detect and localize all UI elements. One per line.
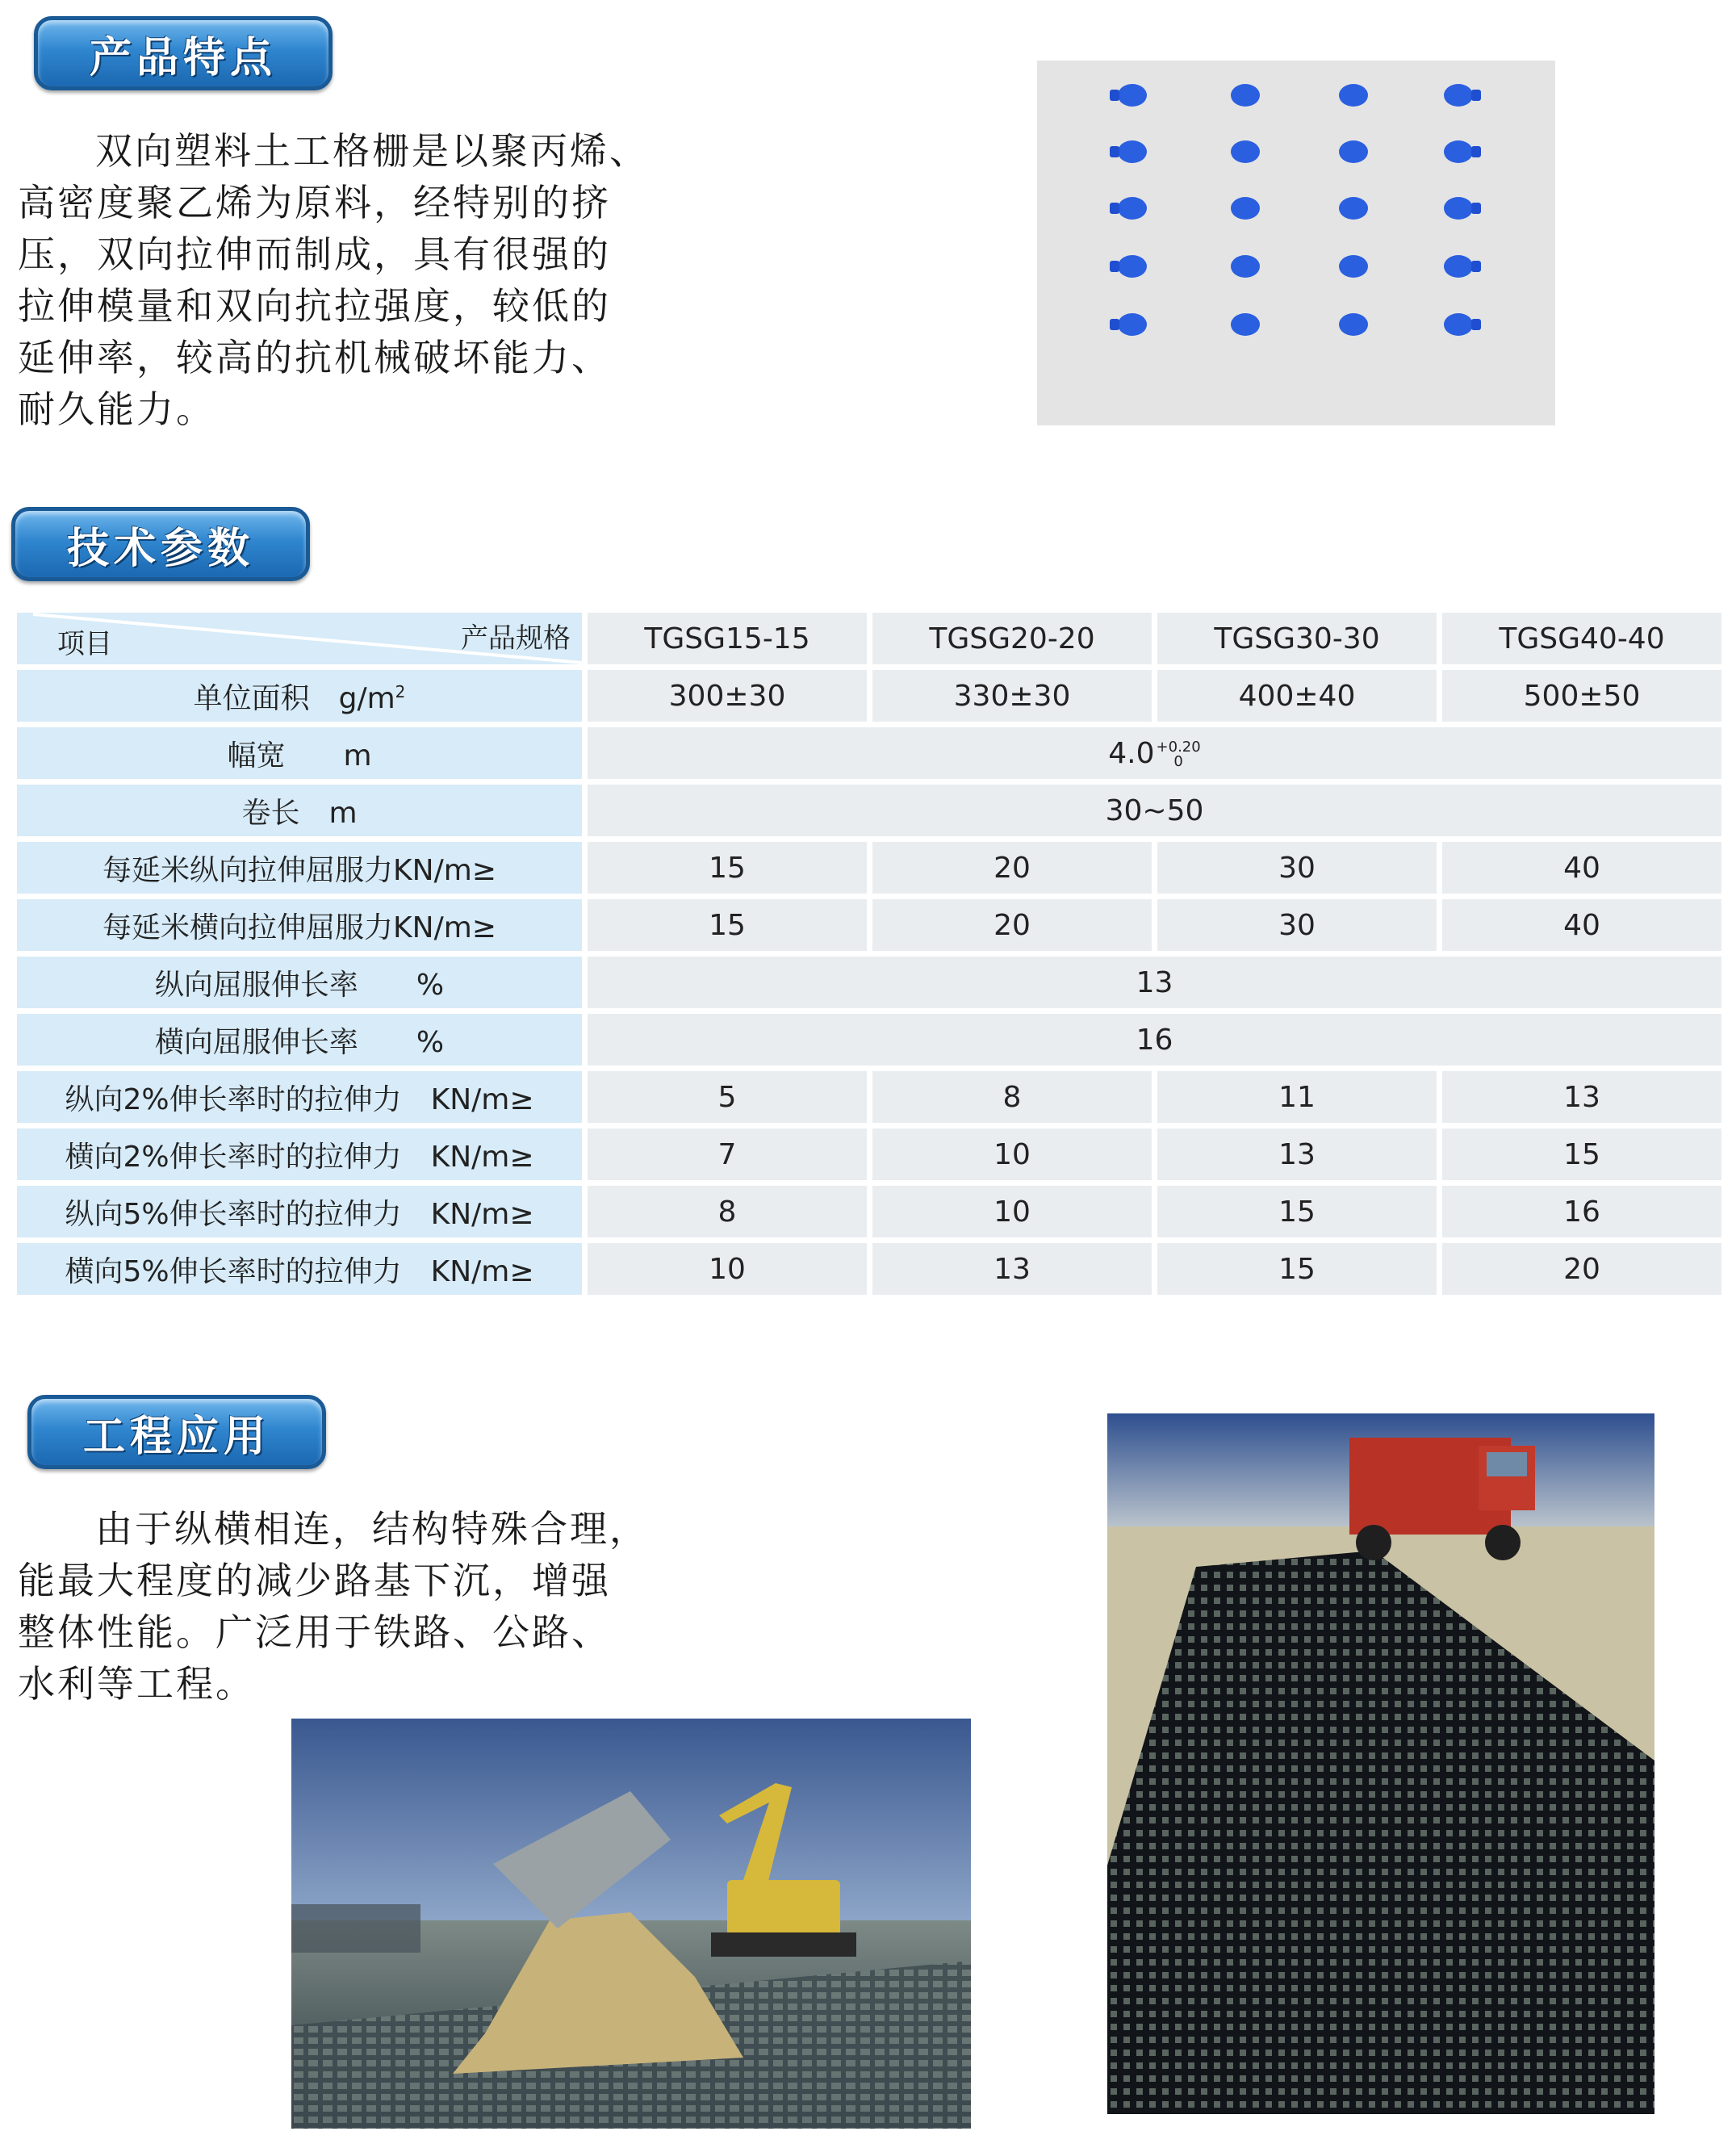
table-cell: 40 <box>1442 842 1721 894</box>
row-label: 每延米横向拉伸屈服力KN/m≥ <box>17 899 582 951</box>
table-cell: 330±30 <box>872 670 1152 722</box>
table-cell: 40 <box>1442 899 1721 951</box>
features-line: 高密度聚乙烯为原料，经特别的挤 <box>18 181 611 224</box>
table-cell: 13 <box>1442 1071 1721 1123</box>
table-cell: 13 <box>1157 1128 1437 1180</box>
specs-title: 技术参数 <box>66 524 254 573</box>
row-label: 幅宽 m <box>17 727 582 779</box>
row-label: 纵向2%伸长率时的拉伸力 KN/m≥ <box>17 1071 582 1123</box>
row-label: 纵向屈服伸长率 % <box>17 957 582 1008</box>
table-cell: 8 <box>872 1071 1152 1123</box>
table-cell: 20 <box>872 842 1152 894</box>
dump-truck-road-photo <box>1107 1413 1654 2114</box>
features-title: 产品特点 <box>89 33 277 82</box>
table-cell-merged: 4.0 +0.20 0 <box>588 727 1721 779</box>
table-cell: 15 <box>1157 1243 1437 1295</box>
table-row <box>17 785 1721 836</box>
table-row <box>17 670 1721 722</box>
table-cell: 15 <box>1442 1128 1721 1180</box>
section-title-application <box>27 1395 326 1469</box>
column-header: TGSG30-30 <box>1157 613 1437 664</box>
table-row <box>17 1186 1721 1237</box>
table-row <box>17 842 1721 894</box>
table-cell: 300±30 <box>588 670 867 722</box>
table-header-row <box>17 613 1721 664</box>
table-cell: 30 <box>1157 842 1437 894</box>
application-line: 由于纵横相连，结构特殊合理， <box>95 1507 649 1551</box>
table-row <box>17 1071 1721 1123</box>
table-cell: 400±40 <box>1157 670 1437 722</box>
row-label: 卷长 m <box>17 785 582 836</box>
excavator-site-photo <box>291 1719 971 2129</box>
column-header: TGSG15-15 <box>588 613 867 664</box>
table-cell: 20 <box>872 899 1152 951</box>
features-line: 双向塑料土工格栅是以聚丙烯、 <box>95 129 649 173</box>
table-cell: 5 <box>588 1071 867 1123</box>
features-paragraph <box>18 125 712 435</box>
table-cell: 11 <box>1157 1071 1437 1123</box>
row-label: 横向2%伸长率时的拉伸力 KN/m≥ <box>17 1128 582 1180</box>
application-line: 能最大程度的减少路基下沉，增强 <box>18 1559 611 1602</box>
table-row <box>17 1243 1721 1295</box>
table-cell-merged: 16 <box>588 1014 1721 1066</box>
application-line: 整体性能。广泛用于铁路、公路、 <box>18 1610 611 1654</box>
table-cell: 10 <box>872 1186 1152 1237</box>
table-row <box>17 727 1721 779</box>
corner-top-label: 产品规格 <box>461 622 571 655</box>
table-cell: 15 <box>1157 1186 1437 1237</box>
geogrid-product-image <box>1037 61 1555 425</box>
corner-bottom-label: 项目 <box>57 628 112 660</box>
table-row <box>17 957 1721 1008</box>
row-label: 横向5%伸长率时的拉伸力 KN/m≥ <box>17 1243 582 1295</box>
features-line: 拉伸模量和双向抗拉强度，较低的 <box>18 284 611 328</box>
section-title-specs <box>11 507 310 581</box>
column-header: TGSG20-20 <box>872 613 1152 664</box>
application-line: 水利等工程。 <box>18 1662 255 1706</box>
row-label: 横向屈服伸长率 % <box>17 1014 582 1066</box>
table-row <box>17 1128 1721 1180</box>
table-cell-merged: 13 <box>588 957 1721 1008</box>
table-cell: 30 <box>1157 899 1437 951</box>
table-cell: 13 <box>872 1243 1152 1295</box>
features-line: 耐久能力。 <box>18 387 215 431</box>
table-row <box>17 1014 1721 1066</box>
features-line: 延伸率，较高的抗机械破坏能力、 <box>18 336 611 379</box>
table-cell-merged: 30~50 <box>588 785 1721 836</box>
table-cell: 10 <box>588 1243 867 1295</box>
table-cell: 20 <box>1442 1243 1721 1295</box>
table-cell: 7 <box>588 1128 867 1180</box>
table-cell: 15 <box>588 842 867 894</box>
table-cell: 8 <box>588 1186 867 1237</box>
row-label: 单位面积 $g/m^2$ <box>17 670 582 722</box>
column-header: TGSG40-40 <box>1442 613 1721 664</box>
table-cell: 500±50 <box>1442 670 1721 722</box>
table-cell: 10 <box>872 1128 1152 1180</box>
table-cell: 16 <box>1442 1186 1721 1237</box>
table-corner-cell <box>17 613 582 664</box>
table-row <box>17 899 1721 951</box>
table-cell: 15 <box>588 899 867 951</box>
application-paragraph <box>18 1503 712 1710</box>
features-line: 压，双向拉伸而制成，具有很强的 <box>18 232 611 276</box>
section-title-features <box>34 16 333 90</box>
spec-table <box>11 607 1727 1300</box>
application-title: 工程应用 <box>82 1412 270 1461</box>
row-label: 每延米纵向拉伸屈服力KN/m≥ <box>17 842 582 894</box>
row-label: 纵向5%伸长率时的拉伸力 KN/m≥ <box>17 1186 582 1237</box>
